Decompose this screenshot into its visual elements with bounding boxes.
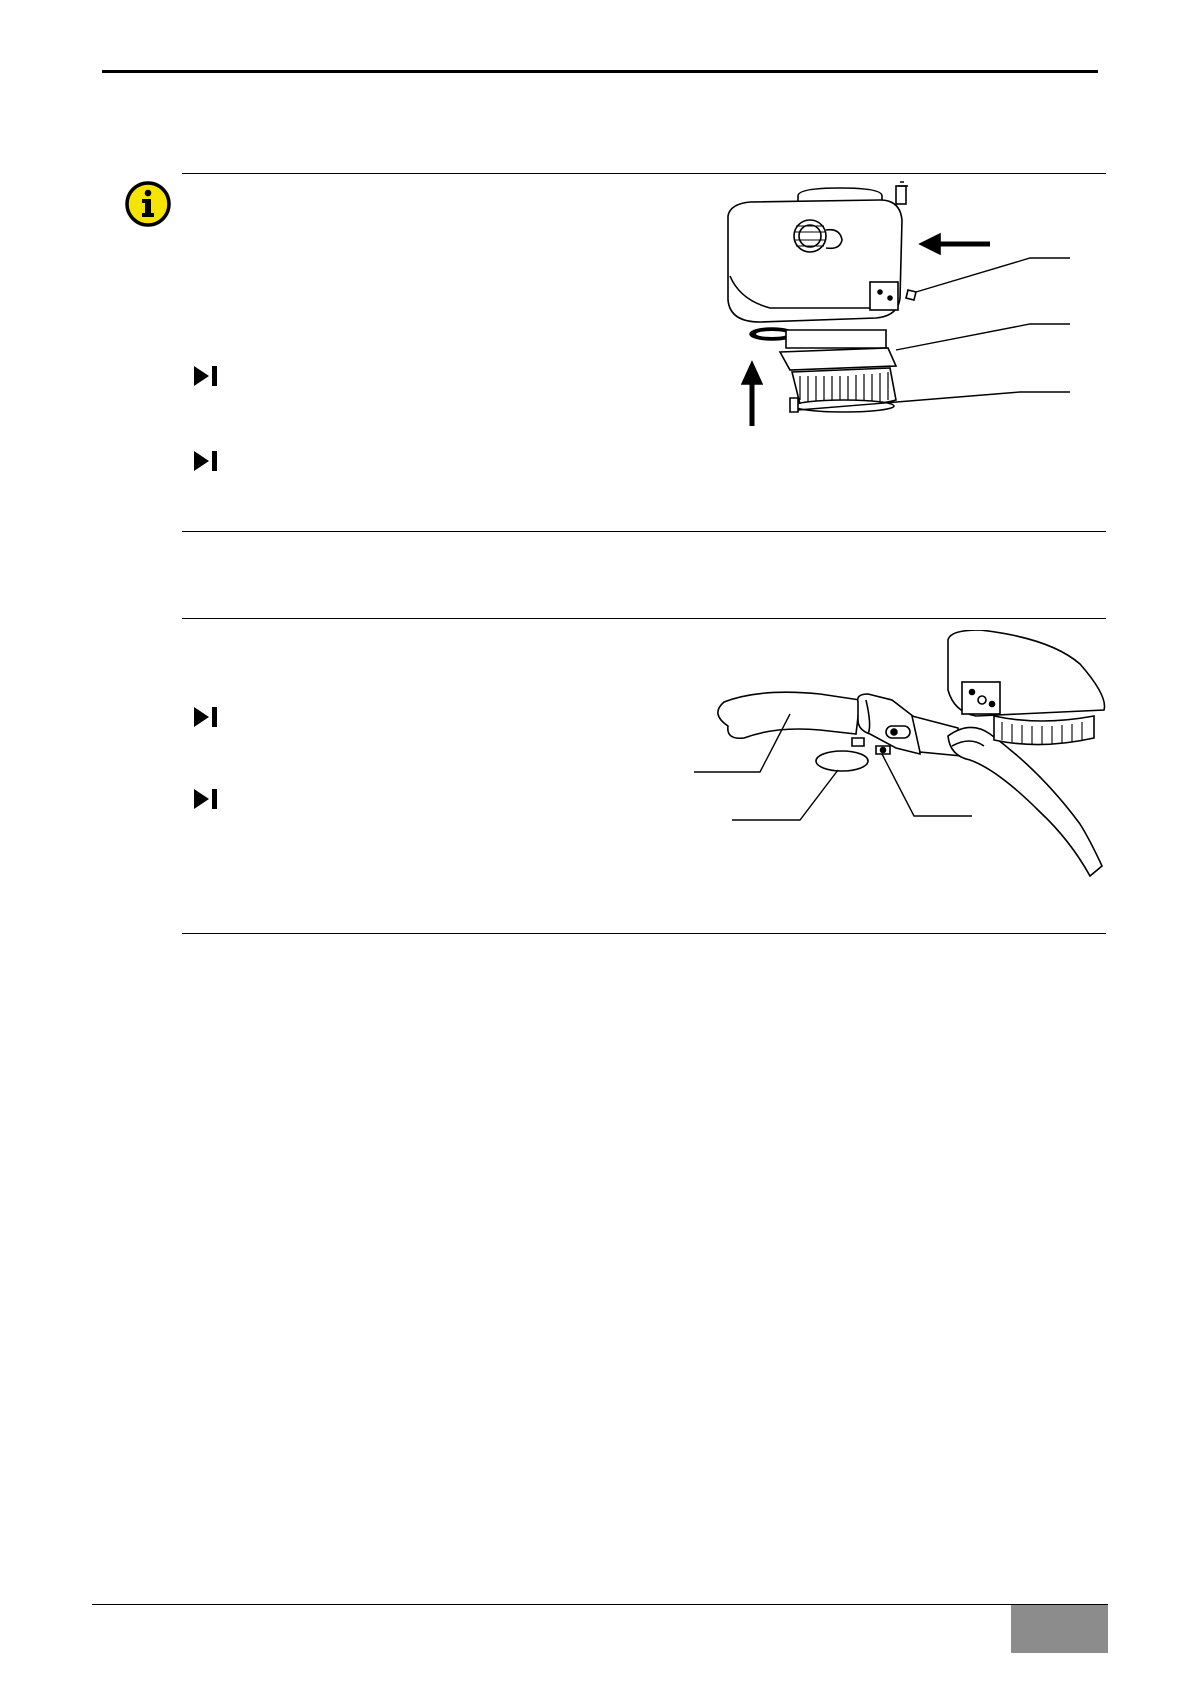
page-number-tab [1011,1605,1108,1653]
next-step-icon [193,788,223,810]
section-1-top-rule [182,173,1106,174]
next-step-icon [193,706,223,728]
section-1-bottom-rule [182,531,1106,532]
next-step-icon [193,450,223,472]
header-rule [102,70,1098,73]
info-icon [124,180,172,228]
handle-mounting-illustration [680,630,1110,890]
section-2-top-rule [182,618,1106,619]
next-step-icon [193,365,223,387]
section-2-bottom-rule [182,933,1106,934]
footer-rule [92,1604,1108,1605]
microscope-mounting-illustration [700,180,1100,430]
